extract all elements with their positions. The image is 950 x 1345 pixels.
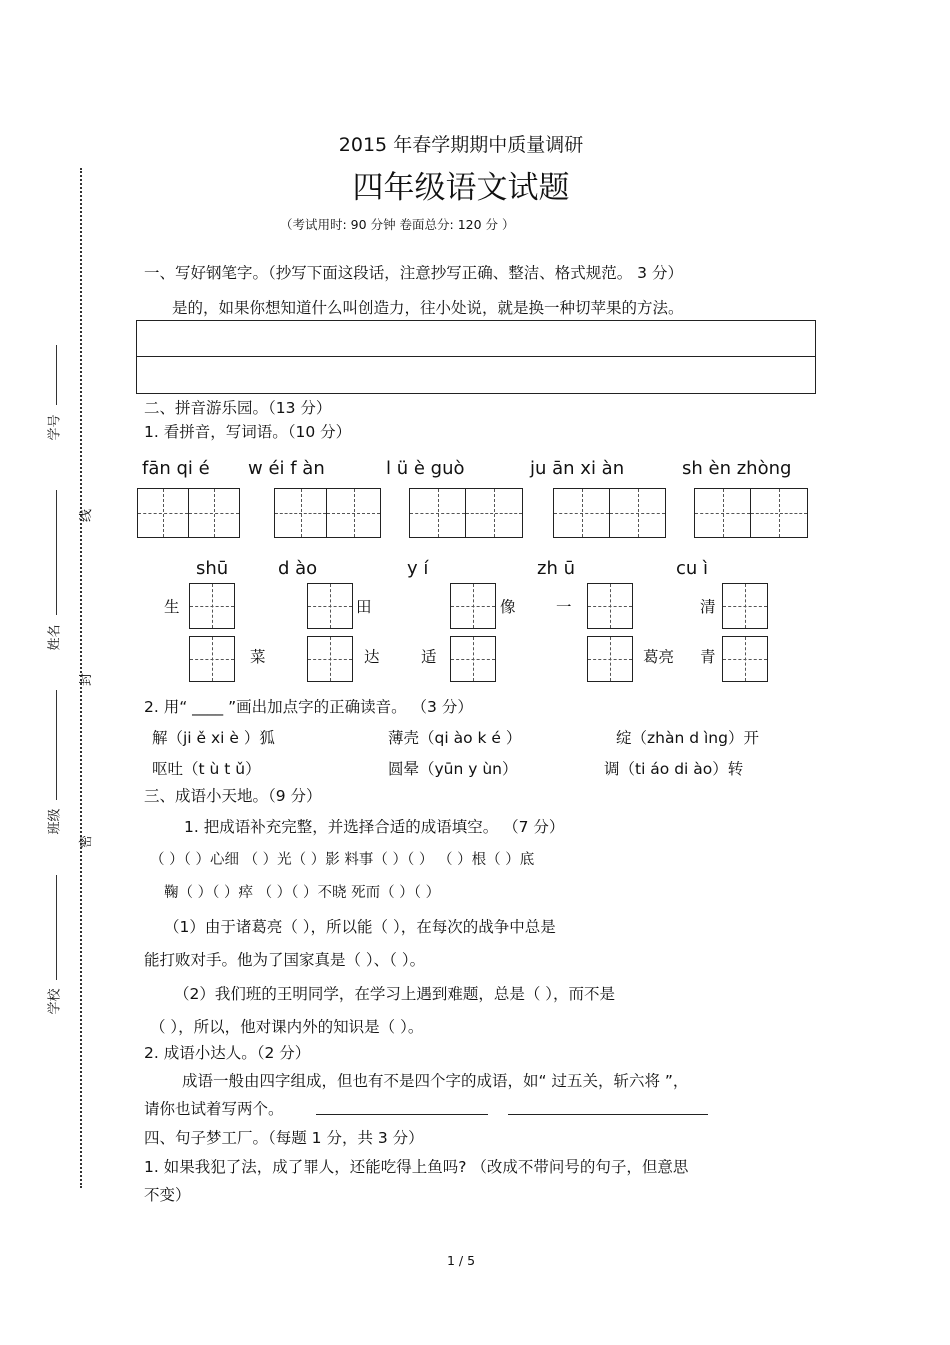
pinyin-single-5: cu ì (676, 558, 709, 579)
char-label: 菜 (250, 648, 266, 666)
fill-1b[interactable]: 能打败对手。他为了国家真是（ ）、（ ）。 (144, 951, 426, 969)
write-box[interactable] (587, 583, 633, 629)
char-label: 一 (556, 598, 572, 616)
reading-item[interactable]: 解（ji ě xi è ）狐 (152, 729, 275, 747)
write-box[interactable] (553, 488, 610, 538)
reading-item[interactable]: 圆晕（yūn y ùn） (388, 760, 518, 778)
write-box[interactable] (694, 488, 751, 538)
pinyin-1: fān qi é (142, 458, 210, 479)
write-box[interactable] (307, 583, 353, 629)
handwriting-box[interactable] (136, 320, 816, 394)
question-3-1: 1. 把成语补充完整，并选择合适的成语填空。 （7 分） (184, 818, 565, 836)
write-box[interactable] (609, 488, 666, 538)
write-box[interactable] (409, 488, 466, 538)
name-line (56, 490, 57, 615)
char-label: 田 (356, 598, 372, 616)
pinyin-single-1: shū (196, 558, 229, 579)
write-box[interactable] (326, 488, 381, 538)
question-4-1b: 不变） (144, 1186, 191, 1204)
reading-item[interactable]: 薄壳（qi ào k é ） (388, 729, 522, 747)
reading-item[interactable]: 调（ti áo di ào）转 (604, 760, 744, 778)
school-label: 学校 (47, 988, 63, 1015)
question-3-2-prompt: 请你也试着写两个。 (144, 1100, 284, 1118)
student-id-line (56, 345, 57, 405)
copy-passage: 是的，如果你想知道什么叫创造力，往小处说，就是换一种切苹果的方法。 (172, 299, 684, 317)
class-label: 班级 (47, 808, 63, 835)
char-label: 适 (421, 648, 437, 666)
exam-subtitle: 2015 年春学期期中质量调研 (338, 134, 584, 156)
write-box[interactable] (450, 636, 496, 682)
char-label: 像 (500, 598, 516, 616)
reading-item[interactable]: 绽（zhàn d ìng）开 (616, 729, 759, 747)
char-label: 清 (700, 598, 716, 616)
answer-line[interactable] (508, 1114, 708, 1115)
section-1-heading: 一、写好钢笔字。（抄写下面这段话，注意抄写正确、整洁、格式规范。 3 分） (144, 264, 683, 282)
question-3-2: 2. 成语小达人。（2 分） (144, 1044, 311, 1062)
section-4-heading: 四、句子梦工厂。（每题 1 分，共 3 分） (144, 1129, 424, 1147)
write-box[interactable] (450, 583, 496, 629)
question-4-1a: 1. 如果我犯了法，成了罪人，还能吃得上鱼吗? （改成不带问号的句子，但意思 (144, 1158, 689, 1176)
pinyin-3: l ü è guò (386, 458, 465, 479)
pinyin-single-2: d ào (278, 558, 318, 579)
write-box[interactable] (465, 488, 523, 538)
fill-2b[interactable]: （ ），所以，他对课内外的知识是（ ）。 (150, 1018, 424, 1036)
write-box[interactable] (189, 583, 235, 629)
write-box[interactable] (307, 636, 353, 682)
write-box[interactable] (137, 488, 189, 538)
question-2-2: 2. 用“ ____ ”画出加点字的正确读音。 （3 分） (144, 698, 473, 716)
idioms-row-2[interactable]: 鞠（ ）（ ）瘁 （ ）（ ）不晓 死而（ ）（ ） (164, 885, 441, 901)
char-label: 达 (364, 648, 380, 666)
fill-1a[interactable]: （1）由于诸葛亮（ ），所以能（ ），在每次的战争中总是 (164, 918, 556, 936)
exam-title: 四年级语文试题 (352, 170, 570, 206)
pinyin-5: sh èn zhòng (682, 458, 792, 479)
section-3-heading: 三、成语小天地。（9 分） (144, 787, 322, 805)
write-box[interactable] (188, 488, 240, 538)
pinyin-4: ju ān xi àn (530, 458, 625, 479)
write-box[interactable] (274, 488, 327, 538)
write-box[interactable] (587, 636, 633, 682)
write-box[interactable] (189, 636, 235, 682)
write-box[interactable] (722, 636, 768, 682)
class-line (56, 690, 57, 800)
question-3-2-text: 成语一般由四字组成，但也有不是四个字的成语，如“ 过五关，斩六将 ”， (182, 1072, 689, 1090)
char-label: 青 (700, 648, 716, 666)
name-label: 姓名 (47, 624, 63, 651)
fill-2a[interactable]: （2）我们班的王明同学，在学习上遇到难题，总是（ ），而不是 (174, 985, 616, 1003)
char-label: 生 (164, 598, 180, 616)
student-id-label: 学号 (47, 414, 63, 441)
page-number: 1 / 5 (446, 1253, 476, 1268)
char-label: 葛亮 (643, 648, 675, 666)
write-box[interactable] (722, 583, 768, 629)
pinyin-single-4: zh ū (537, 558, 575, 579)
reading-item[interactable]: 呕吐（t ù t ǔ） (152, 760, 261, 778)
idioms-row-1[interactable]: （ ）（ ）心细 （ ）光（ ）影 料事（ ）（ ） （ ）根（ ）底 (150, 852, 535, 868)
exam-info: （考试用时: 90 分钟 卷面总分: 120 分 ） (280, 217, 515, 232)
section-2-heading: 二、拼音游乐园。（13 分） (144, 399, 332, 417)
secret-marker: 密 (79, 834, 95, 849)
answer-line[interactable] (316, 1114, 488, 1115)
pinyin-2: w éi f àn (248, 458, 325, 479)
seal-marker: 封 (79, 672, 95, 687)
question-2-1: 1. 看拼音，写词语。（10 分） (144, 423, 352, 441)
pinyin-single-3: y í (407, 558, 429, 579)
write-box[interactable] (750, 488, 808, 538)
school-line (56, 875, 57, 980)
line-marker: 线 (79, 508, 95, 523)
